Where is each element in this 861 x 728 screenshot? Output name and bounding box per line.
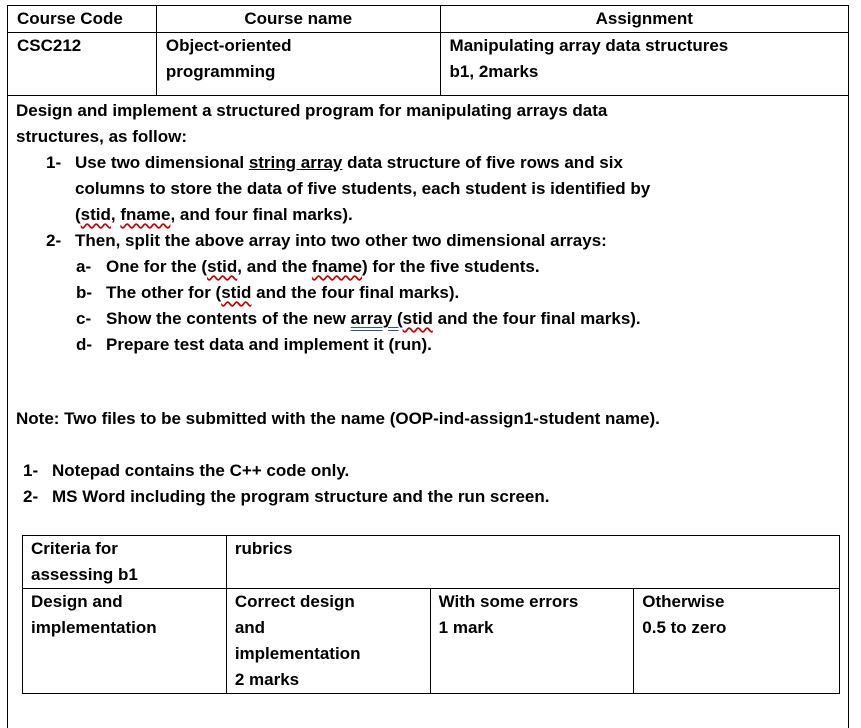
course-header-table <box>7 5 849 96</box>
course-name-cell: Object-oriented programming <box>156 33 440 96</box>
correct-cell: Correct design and implementation 2 marks <box>226 589 430 694</box>
intro-text: Design and implement a structured program for manipulating arrays data structures, as follow: <box>16 101 608 146</box>
rubrics-cell: rubrics <box>226 536 839 589</box>
course-name-header: Course name <box>156 6 440 33</box>
submission-note: Note: Two files to be submitted with the name (OOP-ind-assign1-student name). <box>16 409 660 428</box>
list-item: 1- Use two dimensional string array data structure of five rows and six columns to store the data of five students, each student is identified by (stid, fname, and four final marks). <box>46 153 651 224</box>
rubric-row <box>23 589 840 694</box>
list-item: 2- Then, split the above array into two other two dimensional arrays: <box>46 231 607 250</box>
assignment-header: Assignment <box>440 6 848 33</box>
sub-list-item: a- One for the (stid, and the fname) for the five students. <box>76 257 540 276</box>
course-code-cell: CSC212 <box>8 33 157 96</box>
rubric-header-row <box>23 536 840 589</box>
course-row <box>8 33 849 96</box>
course-code-header: Course Code <box>8 6 157 33</box>
criteria-cell: Criteria for assessing b1 <box>23 536 227 589</box>
header-row <box>8 6 849 33</box>
sub-list-item: b- The other for (stid and the four final marks). <box>76 283 460 302</box>
sub-list-item: d- Prepare test data and implement it (run). <box>76 335 432 354</box>
row-label-cell: Design and implementation <box>23 589 227 694</box>
list-item: 2- MS Word including the program structure and the run screen. <box>23 487 550 506</box>
assignment-description <box>16 98 836 358</box>
rubric-table <box>22 535 840 694</box>
otherwise-cell: Otherwise 0.5 to zero <box>634 589 840 694</box>
some-errors-cell: With some errors 1 mark <box>430 589 634 694</box>
list-item: 1- Notepad contains the C++ code only. <box>23 461 350 480</box>
files-list <box>23 458 843 510</box>
sub-list-item: c- Show the contents of the new array (stid and the four final marks). <box>76 309 641 328</box>
assignment-cell: Manipulating array data structures b1, 2marks <box>440 33 848 96</box>
